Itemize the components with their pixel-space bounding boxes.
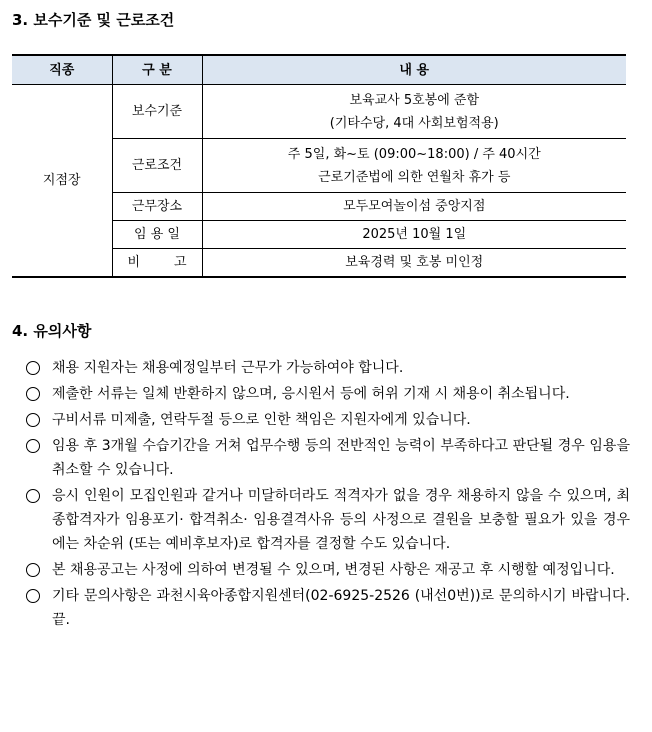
header-job: 직종 (12, 55, 112, 85)
list-item (26, 558, 630, 582)
list-item (26, 484, 630, 556)
circle-bullet-icon (26, 439, 40, 453)
row-content: 2025년 10월 1일 (202, 221, 626, 249)
job-type-cell: 지점장 (12, 85, 112, 277)
note-text: 본 채용공고는 사정에 의하여 변경될 수 있으며, 변경된 사항은 재공고 후 시행할 예정입니다. (52, 562, 615, 578)
row-content (202, 85, 626, 139)
note-text: 채용 지원자는 채용예정일부터 근무가 가능하여야 합니다. (52, 360, 404, 376)
content-line: 보육교사 5호봉에 준함 (349, 92, 480, 108)
row-content: 보육경력 및 호봉 미인정 (202, 249, 626, 277)
content-line: 근로기준법에 의한 연월차 휴가 등 (318, 169, 511, 185)
note-text: 응시 인원이 모집인원과 같거나 미달하더라도 적격자가 없을 경우 채용하지 않을 수 있으며, 최종합격자가 임용포기· 합격취소· 임용결격사유 등의 사정으로 결원을 보충할 필요가 있을 경우에는 차순위 (또는 예비후보자)로 합격자를 결정할 수도 있습니다. (52, 488, 630, 552)
row-content: 모두모여놀이섬 중앙지점 (202, 193, 626, 221)
list-item (26, 408, 630, 432)
row-label: 근무장소 (112, 193, 202, 221)
note-text: 임용 후 3개월 수습기간을 거쳐 업무수행 등의 전반적인 능력이 부족하다고 판단될 경우 임용을 취소할 수 있습니다. (52, 438, 630, 478)
row-label: 근로조건 (112, 139, 202, 193)
note-text: 제출한 서류는 일체 반환하지 않으며, 응시원서 등에 허위 기재 시 채용이 취소됩니다. (52, 386, 570, 402)
row-label: 보수기준 (112, 85, 202, 139)
row-content (202, 139, 626, 193)
note-text: 구비서류 미제출, 연락두절 등으로 인한 책임은 지원자에게 있습니다. (52, 412, 471, 428)
content-line: 주 5일, 화~토 (09:00~18:00) / 주 40시간 (287, 146, 541, 162)
list-item (26, 356, 630, 380)
section3-title: 3. 보수기준 및 근로조건 (12, 11, 175, 29)
list-item (26, 382, 630, 406)
circle-bullet-icon (26, 361, 40, 375)
list-item (26, 584, 630, 632)
content-line: (기타수당, 4대 사회보험적용) (329, 115, 499, 131)
table-header-row (12, 55, 626, 85)
section4-title: 4. 유의사항 (12, 322, 92, 340)
row-label (112, 249, 202, 277)
circle-bullet-icon (26, 563, 40, 577)
row-label-part: 비 (127, 254, 140, 270)
circle-bullet-icon (26, 413, 40, 427)
employment-conditions-table (12, 54, 626, 278)
header-content: 내 용 (202, 55, 626, 85)
notes-list (26, 356, 630, 634)
row-label-part: 고 (174, 254, 187, 270)
table-row (12, 85, 626, 139)
circle-bullet-icon (26, 387, 40, 401)
note-text: 기타 문의사항은 과천시육아종합지원센터(02-6925-2526 (내선0번))로 문의하시기 바랍니다. 끝. (52, 588, 630, 628)
list-item (26, 434, 630, 482)
header-category: 구 분 (112, 55, 202, 85)
circle-bullet-icon (26, 489, 40, 503)
row-label: 임 용 일 (112, 221, 202, 249)
circle-bullet-icon (26, 589, 40, 603)
